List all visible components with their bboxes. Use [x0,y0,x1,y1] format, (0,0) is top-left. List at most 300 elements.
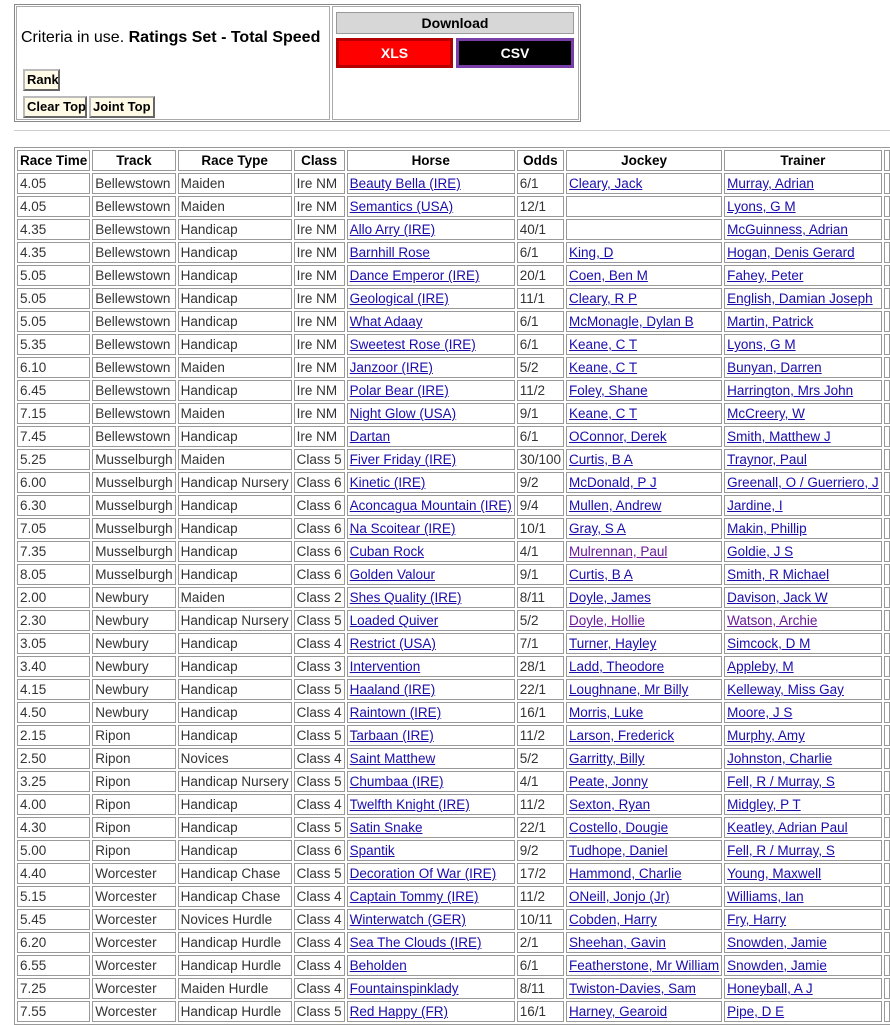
horse-link[interactable]: Twelfth Knight (IRE) [349,797,470,812]
table-row [17,863,890,884]
horse-link[interactable]: Cuban Rock [349,544,424,559]
horse-link[interactable]: Haaland (IRE) [349,682,436,697]
cell-odds: 9/2 [517,472,564,493]
cell-race-type: Maiden [178,449,292,470]
trainer-link[interactable]: Jardine, I [727,498,783,513]
jockey-link[interactable]: OConnor, Derek [569,429,667,444]
trainer-link[interactable]: English, Damian Joseph [727,291,873,306]
jockey-link[interactable]: Garritty, Billy [569,751,645,766]
cell-odds: 20/1 [517,265,564,286]
cell-overflow [884,426,890,447]
trainer-link[interactable]: Lyons, G M [727,199,796,214]
cell-horse [347,932,515,953]
joint-top-button[interactable]: Joint Top [89,96,155,118]
cell-race-type: Handicap [178,495,292,516]
jockey-link[interactable]: Larson, Frederick [569,728,675,743]
horse-link[interactable]: Decoration Of War (IRE) [349,866,497,881]
cell-class: Class 6 [294,541,345,562]
cell-odds: 6/1 [517,955,564,976]
cell-class: Class 5 [294,817,345,838]
trainer-link[interactable]: Simcock, D M [727,636,811,651]
cell-horse [347,610,515,631]
trainer-link[interactable]: Lyons, G M [727,337,796,352]
cell-jockey [566,173,722,194]
horse-link[interactable]: Sea The Clouds (IRE) [349,935,482,950]
cell-jockey [566,1001,722,1022]
cell-horse [347,334,515,355]
cell-race-time: 7.55 [17,1001,90,1022]
cell-trainer [724,242,882,263]
cell-track: Ripon [92,725,175,746]
cell-class: Class 5 [294,1001,345,1022]
horse-link[interactable]: Geological (IRE) [349,291,449,306]
trainer-link[interactable]: Goldie, J S [727,544,794,559]
cell-odds: 11/1 [517,288,564,309]
cell-overflow [884,380,890,401]
horse-link[interactable]: Beauty Bella (IRE) [349,176,461,191]
jockey-link[interactable]: McDonald, P J [569,475,657,490]
cell-class: Class 6 [294,518,345,539]
cell-jockey [566,955,722,976]
cell-track: Worcester [92,978,175,999]
horse-link[interactable]: Janzoor (IRE) [349,360,433,375]
col-jockey[interactable]: Jockey [566,150,722,171]
cell-race-type: Handicap [178,242,292,263]
cell-odds: 11/2 [517,886,564,907]
cell-race-type: Handicap [178,794,292,815]
cell-horse [347,978,515,999]
trainer-link[interactable]: Bunyan, Darren [727,360,822,375]
cell-horse [347,288,515,309]
cell-track: Worcester [92,863,175,884]
trainer-link[interactable]: Kelleway, Miss Gay [727,682,844,697]
cell-jockey [566,380,722,401]
jockey-link[interactable]: Ladd, Theodore [569,659,665,674]
cell-class: Class 3 [294,656,345,677]
cell-class: Class 5 [294,725,345,746]
cell-jockey [566,679,722,700]
jockey-link[interactable]: Coen, Ben M [569,268,648,283]
cell-class: Ire NM [294,196,345,217]
cell-race-time: 4.50 [17,702,90,723]
horse-link[interactable]: Chumbaa (IRE) [349,774,444,789]
cell-class: Class 4 [294,794,345,815]
trainer-link[interactable]: Murphy, Amy [727,728,805,743]
cell-trainer [724,265,882,286]
jockey-link[interactable]: Turner, Hayley [569,636,657,651]
trainer-link[interactable]: Smith, Matthew J [727,429,831,444]
cell-horse [347,242,515,263]
trainer-link[interactable]: Traynor, Paul [727,452,807,467]
horse-link[interactable]: Tarbaan (IRE) [349,728,434,743]
jockey-link[interactable]: Cobden, Harry [569,912,657,927]
trainer-link[interactable]: Smith, R Michael [727,567,830,582]
cell-horse [347,564,515,585]
jockey-link[interactable]: Hammond, Charlie [569,866,682,881]
cell-overflow [884,403,890,424]
cell-overflow [884,955,890,976]
jockey-link[interactable]: Twiston-Davies, Sam [569,981,696,996]
trainer-link[interactable]: Fell, R / Murray, S [727,843,835,858]
cell-race-type: Maiden [178,587,292,608]
horse-link[interactable]: Night Glow (USA) [349,406,457,421]
cell-race-time: 4.00 [17,794,90,815]
trainer-link[interactable]: Martin, Patrick [727,314,814,329]
cell-trainer [724,472,882,493]
cell-race-type: Handicap [178,702,292,723]
trainer-link[interactable]: Fahey, Peter [727,268,804,283]
trainer-link[interactable]: Harrington, Mrs John [727,383,854,398]
jockey-link[interactable]: Featherstone, Mr William [569,958,720,973]
cell-odds: 30/100 [517,449,564,470]
cell-class: Class 4 [294,702,345,723]
cell-jockey [566,288,722,309]
cell-track: Musselburgh [92,449,175,470]
jockey-link[interactable]: King, D [569,245,614,260]
cell-class: Class 6 [294,472,345,493]
horse-link[interactable]: What Adaay [349,314,423,329]
cell-race-time: 2.00 [17,587,90,608]
trainer-link[interactable]: Hogan, Denis Gerard [727,245,855,260]
cell-race-type: Novices Hurdle [178,909,292,930]
cell-race-type: Handicap Chase [178,863,292,884]
cell-race-type: Handicap [178,334,292,355]
cell-race-time: 7.45 [17,426,90,447]
cell-jockey [566,265,722,286]
cell-race-type: Handicap Nursery [178,472,292,493]
cell-race-type: Handicap [178,380,292,401]
jockey-link[interactable]: Curtis, B A [569,567,633,582]
cell-race-time: 5.05 [17,311,90,332]
table-row [17,242,890,263]
horse-link[interactable]: Raintown (IRE) [349,705,442,720]
col-class[interactable]: Class [294,150,345,171]
cell-overflow [884,794,890,815]
cell-overflow [884,748,890,769]
table-row [17,426,890,447]
cell-horse [347,886,515,907]
trainer-link[interactable]: McCreery, W [727,406,805,421]
trainer-link[interactable]: Midgley, P T [727,797,801,812]
cell-overflow [884,357,890,378]
cell-overflow [884,656,890,677]
jockey-link[interactable]: Cleary, Jack [569,176,643,191]
trainer-link[interactable]: Williams, Ian [727,889,804,904]
cell-trainer [724,794,882,815]
cell-race-time: 4.35 [17,219,90,240]
cell-class: Class 4 [294,955,345,976]
table-row [17,449,890,470]
cell-odds: 9/1 [517,403,564,424]
results-table [14,147,890,1025]
cell-trainer [724,288,882,309]
horse-link[interactable]: Fiver Friday (IRE) [349,452,457,467]
horse-link[interactable]: Allo Arry (IRE) [349,222,436,237]
cell-race-type: Maiden [178,403,292,424]
trainer-link[interactable]: Honeyball, A J [727,981,813,996]
table-row [17,564,890,585]
cell-class: Class 5 [294,679,345,700]
cell-track: Bellewstown [92,357,175,378]
cell-trainer [724,334,882,355]
cell-trainer [724,817,882,838]
horse-link[interactable]: Captain Tommy (IRE) [349,889,479,904]
cell-odds: 6/1 [517,173,564,194]
cell-horse [347,265,515,286]
cell-track: Musselburgh [92,518,175,539]
cell-race-type: Handicap Nursery [178,771,292,792]
table-row [17,403,890,424]
table-row [17,771,890,792]
jockey-link[interactable]: Peate, Jonny [569,774,648,789]
cell-track: Ripon [92,794,175,815]
table-row [17,725,890,746]
trainer-link[interactable]: Young, Maxwell [727,866,822,881]
cell-horse [347,311,515,332]
jockey-link[interactable]: Gray, S A [569,521,626,536]
cell-overflow [884,541,890,562]
trainer-link[interactable]: Pipe, D E [727,1004,785,1019]
horse-link[interactable]: Fountainspinklady [349,981,459,996]
cell-horse [347,173,515,194]
horse-link[interactable]: Dartan [349,429,391,444]
horse-link[interactable]: Dance Emperor (IRE) [349,268,480,283]
horse-link[interactable]: Na Scoitear (IRE) [349,521,456,536]
cell-horse [347,357,515,378]
cell-trainer [724,909,882,930]
jockey-link[interactable]: Keane, C T [569,406,638,421]
horse-link[interactable]: Spantik [349,843,395,858]
cell-race-time: 4.15 [17,679,90,700]
table-row [17,932,890,953]
cell-horse [347,679,515,700]
jockey-link[interactable]: Costello, Dougie [569,820,669,835]
trainer-link[interactable]: Fry, Harry [727,912,787,927]
cell-jockey [566,449,722,470]
jockey-link[interactable]: Foley, Shane [569,383,648,398]
cell-track: Musselburgh [92,564,175,585]
jockey-link[interactable]: Mullen, Andrew [569,498,662,513]
jockey-link[interactable]: ONeill, Jonjo (Jr) [569,889,670,904]
cell-trainer [724,886,882,907]
cell-race-type: Handicap Hurdle [178,1001,292,1022]
cell-odds: 40/1 [517,219,564,240]
cell-horse [347,541,515,562]
cell-class: Class 5 [294,610,345,631]
trainer-link[interactable]: Johnston, Charlie [727,751,833,766]
table-row [17,978,890,999]
horse-link[interactable]: Intervention [349,659,421,674]
cell-trainer [724,380,882,401]
cell-overflow [884,288,890,309]
jockey-link[interactable]: Keane, C T [569,337,638,352]
cell-track: Bellewstown [92,219,175,240]
cell-overflow [884,564,890,585]
trainer-link[interactable]: Snowden, Jamie [727,958,827,973]
cell-class: Ire NM [294,426,345,447]
cell-odds: 6/1 [517,242,564,263]
jockey-link[interactable]: Sheehan, Gavin [569,935,666,950]
col-track[interactable]: Track [92,150,175,171]
cell-track: Worcester [92,1001,175,1022]
jockey-link[interactable]: Loughnane, Mr Billy [569,682,689,697]
cell-odds: 22/1 [517,679,564,700]
horse-link[interactable]: Red Happy (FR) [349,1004,448,1019]
cell-horse [347,380,515,401]
cell-jockey [566,817,722,838]
col-race-type[interactable]: Race Type [178,150,292,171]
cell-jockey [566,564,722,585]
col-trainer[interactable]: Trainer [724,150,882,171]
cell-overflow [884,242,890,263]
cell-trainer [724,725,882,746]
jockey-link[interactable]: Morris, Luke [569,705,644,720]
cell-odds: 2/1 [517,932,564,953]
cell-trainer [724,219,882,240]
col-overflow [884,150,890,171]
clear-top-button[interactable]: Clear Top [23,96,87,118]
cell-overflow [884,932,890,953]
cell-race-type: Handicap [178,518,292,539]
cell-jockey [566,932,722,953]
cell-trainer [724,196,882,217]
cell-race-time: 5.05 [17,265,90,286]
cell-race-type: Handicap [178,219,292,240]
table-row [17,541,890,562]
cell-overflow [884,173,890,194]
trainer-link[interactable]: McGuinness, Adrian [727,222,848,237]
cell-race-time: 5.45 [17,909,90,930]
cell-race-time: 5.05 [17,288,90,309]
trainer-link[interactable]: Watson, Archie [727,613,818,628]
trainer-link[interactable]: Davison, Jack W [727,590,828,605]
table-row [17,748,890,769]
cell-class: Class 6 [294,840,345,861]
table-row [17,173,890,194]
table-row [17,909,890,930]
cell-race-type: Handicap Hurdle [178,955,292,976]
cell-horse [347,748,515,769]
horse-link[interactable]: Kinetic (IRE) [349,475,426,490]
jockey-link[interactable]: Cleary, R P [569,291,638,306]
cell-odds: 6/1 [517,334,564,355]
col-odds[interactable]: Odds [517,150,564,171]
table-row [17,656,890,677]
cell-overflow [884,219,890,240]
cell-class: Ire NM [294,173,345,194]
cell-overflow [884,725,890,746]
horse-link[interactable]: Shes Quality (IRE) [349,590,462,605]
horse-link[interactable]: Beholden [349,958,407,973]
cell-jockey [566,495,722,516]
cell-jockey [566,472,722,493]
cell-odds: 9/1 [517,564,564,585]
jockey-link[interactable]: Doyle, James [569,590,651,605]
table-row [17,357,890,378]
jockey-link[interactable]: Harney, Gearoid [569,1004,668,1019]
cell-race-type: Handicap [178,426,292,447]
cell-race-time: 2.50 [17,748,90,769]
jockey-link[interactable]: McMonagle, Dylan B [569,314,694,329]
cell-race-type: Handicap [178,265,292,286]
cell-overflow [884,449,890,470]
trainer-link[interactable]: Keatley, Adrian Paul [727,820,848,835]
horse-link[interactable]: Satin Snake [349,820,423,835]
cell-trainer [724,1001,882,1022]
cell-jockey [566,334,722,355]
horse-link[interactable]: Saint Matthew [349,751,436,766]
cell-overflow [884,610,890,631]
horse-link[interactable]: Sweetest Rose (IRE) [349,337,476,352]
cell-trainer [724,449,882,470]
csv-download-button[interactable]: CSV [456,38,574,68]
cell-trainer [724,748,882,769]
trainer-link[interactable]: Murray, Adrian [727,176,814,191]
trainer-link[interactable]: Fell, R / Murray, S [727,774,835,789]
col-horse[interactable]: Horse [347,150,515,171]
horse-link[interactable]: Polar Bear (IRE) [349,383,449,398]
jockey-link[interactable]: Keane, C T [569,360,638,375]
trainer-link[interactable]: Moore, J S [727,705,793,720]
horse-link[interactable]: Loaded Quiver [349,613,439,628]
jockey-link[interactable]: Doyle, Hollie [569,613,645,628]
horse-link[interactable]: Barnhill Rose [349,245,430,260]
cell-class: Class 4 [294,978,345,999]
cell-track: Bellewstown [92,380,175,401]
cell-race-type: Maiden [178,173,292,194]
cell-track: Ripon [92,817,175,838]
jockey-link[interactable]: Sexton, Ryan [569,797,651,812]
col-race-time[interactable]: Race Time [17,150,90,171]
header-row [17,150,890,171]
download-cell [332,6,579,120]
horse-link[interactable]: Golden Valour [349,567,435,582]
cell-race-type: Handicap Nursery [178,610,292,631]
cell-odds: 4/1 [517,541,564,562]
horse-link[interactable]: Winterwatch (GER) [349,912,466,927]
cell-jockey [566,219,722,240]
cell-class: Class 4 [294,932,345,953]
cell-track: Bellewstown [92,265,175,286]
cell-track: Worcester [92,909,175,930]
cell-race-type: Handicap [178,633,292,654]
horse-link[interactable]: Aconcagua Mountain (IRE) [349,498,512,513]
trainer-link[interactable]: Greenall, O / Guerriero, J [727,475,879,490]
download-header: Download [336,12,574,34]
jockey-link[interactable]: Curtis, B A [569,452,633,467]
rank-button[interactable]: Rank [23,69,60,91]
cell-overflow [884,334,890,355]
cell-class: Ire NM [294,403,345,424]
cell-jockey [566,725,722,746]
cell-race-time: 3.25 [17,771,90,792]
jockey-link[interactable]: Mulrennan, Paul [569,544,668,559]
table-row [17,495,890,516]
table-row [17,840,890,861]
xls-download-button[interactable]: XLS [336,38,453,68]
jockey-link[interactable]: Tudhope, Daniel [569,843,668,858]
trainer-link[interactable]: Makin, Phillip [727,521,807,536]
horse-link[interactable]: Restrict (USA) [349,636,436,651]
cell-trainer [724,610,882,631]
cell-trainer [724,863,882,884]
trainer-link[interactable]: Snowden, Jamie [727,935,827,950]
trainer-link[interactable]: Appleby, M [727,659,794,674]
cell-race-time: 6.20 [17,932,90,953]
cell-odds: 9/4 [517,495,564,516]
cell-trainer [724,587,882,608]
horse-link[interactable]: Semantics (USA) [349,199,454,214]
